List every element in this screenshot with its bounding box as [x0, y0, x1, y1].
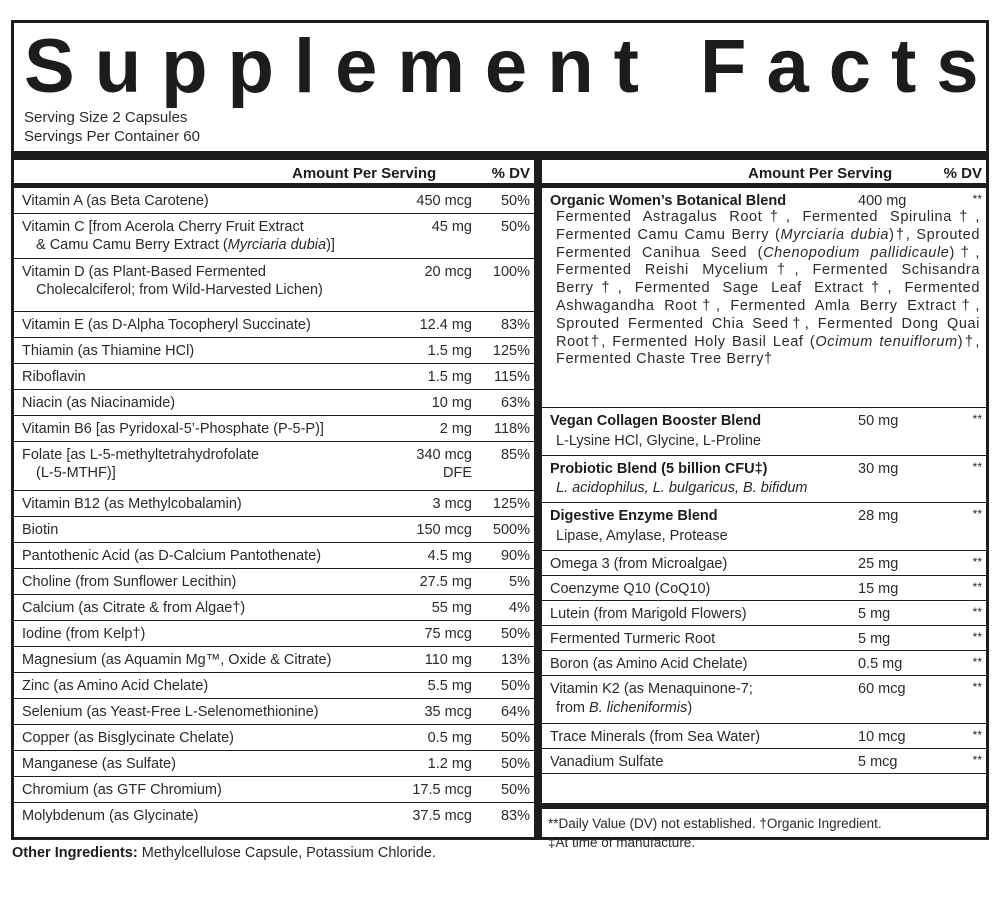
nutrient-amount: 0.5 mg	[858, 656, 903, 672]
nutrient-row	[14, 390, 534, 416]
nutrient-amount: 4.5 mg	[427, 548, 472, 564]
servings-per-container: Servings Per Container 60	[24, 128, 200, 145]
nutrient-amount: 10 mg	[431, 395, 472, 411]
nutrient-dv: **	[972, 630, 982, 644]
nutrient-name: Niacin (as Niacinamide)	[22, 395, 176, 411]
supplement-facts-panel	[11, 20, 999, 850]
nutrient-name: Vitamin C [from Acerola Cherry Fruit Extract	[22, 219, 304, 235]
nutrient-dv: 115%	[493, 369, 530, 385]
nutrient-dv: 125%	[492, 496, 530, 512]
right-nutrient-rows-2	[542, 724, 986, 774]
nutrient-name: Copper (as Bisglycinate Chelate)	[22, 730, 234, 746]
nutrient-amount: 35 mcg	[424, 704, 472, 720]
nutrient-row	[542, 749, 986, 774]
blend-dv: **	[972, 192, 982, 206]
nutrient-amount: 27.5 mg	[419, 574, 472, 590]
nutrient-amount-unit: DFE	[443, 465, 472, 481]
nutrient-amount: 37.5 mcg	[412, 808, 472, 824]
nutrient-name: Boron (as Amino Acid Chelate)	[550, 656, 748, 672]
nutrient-dv: 83%	[500, 808, 530, 824]
nutrient-dv: **	[972, 605, 982, 619]
nutrient-row	[14, 442, 534, 491]
footnote-dv: **Daily Value (DV) not established. †Organic Ingredient.	[548, 816, 882, 831]
amount-per-serving-header: Amount Per Serving	[748, 165, 893, 182]
nutrient-row	[14, 595, 534, 621]
nutrient-dv: 5%	[509, 574, 530, 590]
nutrient-name: Biotin	[22, 522, 59, 538]
top-thick-rule	[14, 151, 986, 160]
nutrient-name: Coenzyme Q10 (CoQ10)	[550, 581, 711, 597]
nutrient-amount: 55 mg	[431, 600, 472, 616]
blend-dv: **	[972, 507, 982, 521]
nutrient-dv: **	[972, 580, 982, 594]
probiotic-blend-row	[542, 456, 986, 503]
nutrient-row	[542, 551, 986, 576]
percent-dv-header: % DV	[491, 165, 530, 182]
nutrient-name: Vanadium Sulfate	[550, 754, 664, 770]
nutrient-row	[14, 312, 534, 338]
nutrient-row	[14, 259, 534, 312]
nutrient-name: Vitamin E (as D-Alpha Tocopheryl Succinate)	[22, 317, 311, 333]
nutrient-dv: 50%	[500, 756, 530, 772]
blend-ingredients: Fermented Astragalus Root†, Fermented Spirulina†, Fermented Camu Camu Berry (Myrciaria dubia)†, Sprouted Fermented Canihua Seed (Chenopodium pallidicaule)†, Fermented Reishi Mycelium†, Fermented Schisandra Berry†, Fermented Sage Leaf Extract†, Fermented Ashwagandha Root†, Fermented Amla Berry Extract†, Sprouted Fermented Chia Seed†, Fermented Dong Quai Root†, Fermented Holy Basil Leaf (Ocimum tenuiflorum)†, Fermented Chaste Tree Berry†	[556, 209, 980, 368]
right-column-header	[542, 160, 986, 188]
nutrient-dv: **	[972, 753, 982, 767]
nutrient-row	[14, 364, 534, 390]
other-ingredients-text: Methylcellulose Capsule, Potassium Chloride.	[137, 845, 436, 861]
nutrient-row	[14, 699, 534, 725]
nutrient-amount: 75 mcg	[424, 626, 472, 642]
nutrient-row	[14, 725, 534, 751]
nutrient-row	[14, 621, 534, 647]
nutrient-name: Trace Minerals (from Sea Water)	[550, 729, 761, 745]
nutrient-amount: 10 mcg	[858, 729, 906, 745]
nutrient-name: Vitamin A (as Beta Carotene)	[22, 193, 209, 209]
right-nutrient-column	[542, 160, 986, 774]
nutrient-amount: 150 mcg	[416, 522, 472, 538]
nutrient-name: Manganese (as Sulfate)	[22, 756, 176, 772]
nutrient-dv: 50%	[500, 730, 530, 746]
nutrient-dv: 50%	[500, 678, 530, 694]
collagen-blend-row	[542, 408, 986, 456]
nutrient-row	[14, 751, 534, 777]
nutrient-dv: 90%	[500, 548, 530, 564]
nutrient-name: Chromium (as GTF Chromium)	[22, 782, 222, 798]
nutrient-row	[14, 673, 534, 699]
nutrient-dv: 50%	[500, 219, 530, 235]
nutrient-dv: 13%	[500, 652, 530, 668]
enzyme-blend-row	[542, 503, 986, 551]
nutrient-amount: 15 mg	[858, 581, 899, 597]
nutrient-amount: 2 mg	[439, 421, 472, 437]
blend-amount: 30 mg	[858, 461, 899, 477]
nutrient-row	[14, 338, 534, 364]
nutrient-dv: 500%	[492, 522, 530, 538]
right-bottom-rule	[542, 803, 986, 809]
nutrient-amount: 60 mcg	[858, 681, 906, 697]
other-ingredients-label: Other Ingredients:	[12, 845, 138, 861]
blend-name: Digestive Enzyme Blend	[550, 508, 718, 524]
nutrient-dv: 50%	[500, 193, 530, 209]
blend-name: Probiotic Blend (5 billion CFU‡)	[550, 461, 768, 477]
nutrient-dv: **	[972, 728, 982, 742]
nutrient-amount: 17.5 mcg	[412, 782, 472, 798]
blend-name: Vegan Collagen Booster Blend	[550, 413, 762, 429]
nutrient-row	[542, 576, 986, 601]
nutrient-amount: 25 mg	[858, 556, 899, 572]
nutrient-name: Selenium (as Yeast-Free L-Selenomethionine)	[22, 704, 319, 720]
nutrient-row	[542, 724, 986, 749]
nutrient-name-line2: (L-5-MTHF)]	[36, 465, 116, 481]
nutrient-dv: 50%	[500, 782, 530, 798]
nutrient-amount: 20 mcg	[424, 264, 472, 280]
nutrient-row	[14, 517, 534, 543]
blend-dv: **	[972, 412, 982, 426]
nutrient-row	[14, 416, 534, 442]
nutrient-row	[14, 491, 534, 517]
nutrient-amount: 5.5 mg	[427, 678, 472, 694]
nutrient-dv: **	[972, 680, 982, 694]
nutrient-dv: 64%	[500, 704, 530, 720]
panel-title: Supplement Facts	[24, 24, 999, 109]
percent-dv-header: % DV	[943, 165, 982, 182]
nutrient-name: Iodine (from Kelp†)	[22, 626, 146, 642]
nutrient-name: Vitamin B6 [as Pyridoxal-5’-Phosphate (P-5-P)]	[22, 421, 324, 437]
nutrient-row	[14, 188, 534, 214]
womens-botanical-blend-row	[542, 188, 986, 408]
nutrient-row	[14, 803, 534, 829]
blend-dv: **	[972, 460, 982, 474]
blend-ingredients: L-Lysine HCl, Glycine, L-Proline	[556, 433, 761, 449]
vitamin-k2-row	[542, 676, 986, 724]
nutrient-amount: 110 mg	[424, 652, 472, 668]
nutrient-name: Vitamin D (as Plant-Based Fermented	[22, 264, 266, 280]
nutrient-dv: 125%	[492, 343, 530, 359]
nutrient-amount: 5 mcg	[858, 754, 898, 770]
column-divider	[534, 151, 542, 837]
nutrient-dv: 85%	[500, 447, 530, 463]
nutrient-row	[14, 777, 534, 803]
nutrient-name: Choline (from Sunflower Lecithin)	[22, 574, 237, 590]
nutrient-amount: 1.2 mg	[427, 756, 472, 772]
footnote-manufacture: ‡At time of manufacture.	[548, 835, 696, 850]
nutrient-name: Folate [as L-5-methyltetrahydrofolate	[22, 447, 259, 463]
nutrient-amount: 5 mg	[858, 606, 891, 622]
right-nutrient-rows	[542, 551, 986, 676]
nutrient-dv: 100%	[492, 264, 530, 280]
nutrient-dv: 118%	[493, 421, 530, 437]
nutrient-amount: 3 mcg	[432, 496, 472, 512]
nutrient-row	[542, 651, 986, 676]
nutrient-source: from B. licheniformis)	[556, 700, 693, 716]
nutrient-name: Molybdenum (as Glycinate)	[22, 808, 199, 824]
nutrient-name: Fermented Turmeric Root	[550, 631, 716, 647]
nutrient-amount: 0.5 mg	[427, 730, 472, 746]
nutrient-dv: 4%	[509, 600, 530, 616]
nutrient-row	[542, 601, 986, 626]
nutrient-dv: 63%	[500, 395, 530, 411]
nutrient-amount: 340 mcg	[416, 447, 472, 463]
nutrient-name-line2: Cholecalciferol; from Wild-Harvested Lichen)	[36, 282, 323, 298]
left-nutrient-column	[14, 160, 534, 829]
nutrient-name-line2: & Camu Camu Berry Extract (Myrciaria dubia)]	[36, 237, 335, 253]
nutrient-dv: **	[972, 555, 982, 569]
nutrient-name: Lutein (from Marigold Flowers)	[550, 606, 747, 622]
nutrient-amount: 450 mcg	[416, 193, 472, 209]
nutrient-name: Zinc (as Amino Acid Chelate)	[22, 678, 209, 694]
serving-size: Serving Size 2 Capsules	[24, 109, 188, 126]
nutrient-name: Pantothenic Acid (as D-Calcium Pantothenate)	[22, 548, 322, 564]
amount-per-serving-header: Amount Per Serving	[292, 165, 437, 182]
nutrient-name: Vitamin B12 (as Methylcobalamin)	[22, 496, 242, 512]
nutrient-amount: 5 mg	[858, 631, 891, 647]
nutrient-amount: 45 mg	[431, 219, 472, 235]
blend-amount: 400 mg	[858, 193, 907, 209]
nutrient-row	[542, 626, 986, 651]
nutrient-row	[14, 647, 534, 673]
other-ingredients	[12, 844, 492, 863]
left-nutrient-rows	[14, 188, 534, 829]
nutrient-dv: 50%	[500, 626, 530, 642]
nutrient-amount: 1.5 mg	[427, 343, 472, 359]
blend-name: Organic Women’s Botanical Blend	[550, 193, 787, 209]
left-column-header	[14, 160, 534, 188]
blend-amount: 28 mg	[858, 508, 899, 524]
footnotes	[548, 814, 882, 852]
nutrient-amount: 12.4 mg	[419, 317, 472, 333]
blend-amount: 50 mg	[858, 413, 899, 429]
blend-ingredients: Lipase, Amylase, Protease	[556, 528, 728, 544]
nutrient-row	[14, 569, 534, 595]
blend-ingredients: L. acidophilus, L. bulgaricus, B. bifidum	[556, 480, 808, 496]
nutrient-row	[14, 543, 534, 569]
nutrient-amount: 1.5 mg	[427, 369, 472, 385]
nutrient-row	[14, 214, 534, 259]
nutrient-name: Calcium (as Citrate & from Algae†)	[22, 600, 246, 616]
nutrient-name: Riboflavin	[22, 369, 86, 385]
nutrient-dv: 83%	[500, 317, 530, 333]
nutrient-dv: **	[972, 655, 982, 669]
nutrient-name: Omega 3 (from Microalgae)	[550, 556, 728, 572]
nutrient-name: Vitamin K2 (as Menaquinone-7;	[550, 681, 753, 697]
nutrient-name: Magnesium (as Aquamin Mg™, Oxide & Citrate)	[22, 652, 332, 668]
nutrient-name: Thiamin (as Thiamine HCl)	[22, 343, 195, 359]
